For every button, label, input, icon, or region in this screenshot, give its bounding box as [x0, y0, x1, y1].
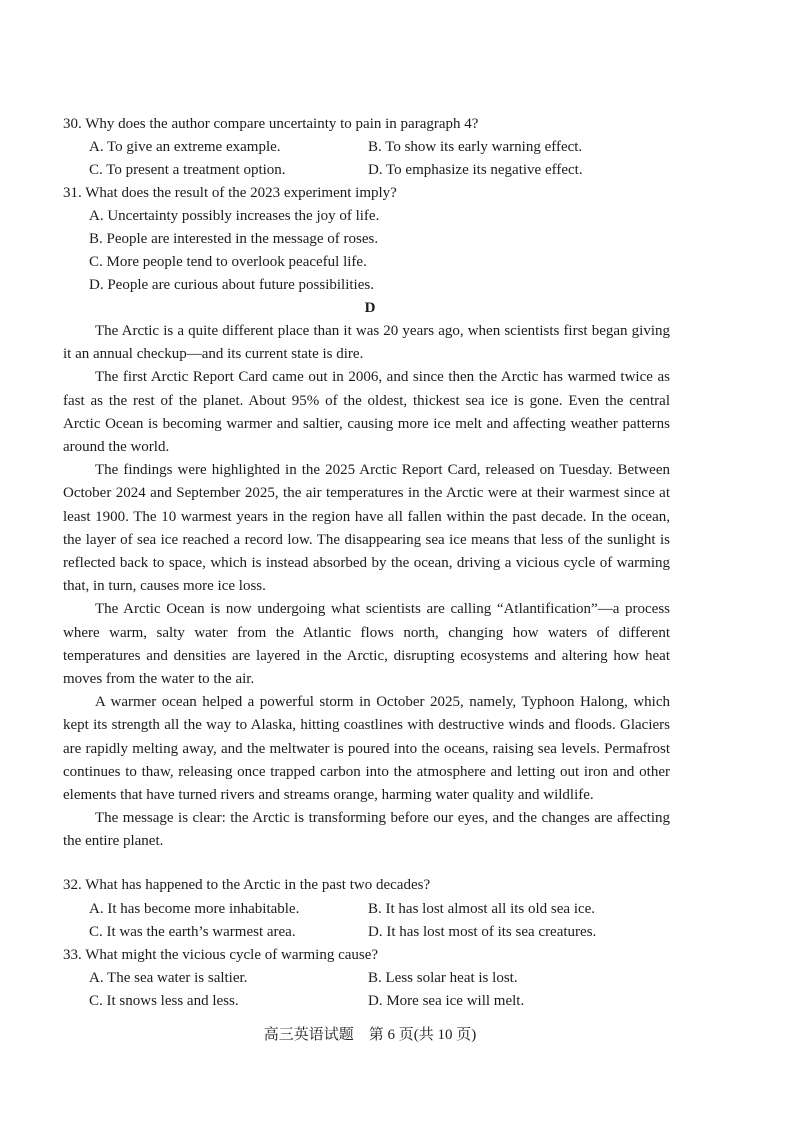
passage-paragraph-3: The findings were highlighted in the 2025 Arctic Report Card, released on Tuesday. Between October 2024 and September 2025, the air temperatures in the Arctic were at their warmest since at least 1900. The 10 warmest years in the region have all fallen within the past decade. In the ocean, the layer of sea ice reached a record low. The disappearing sea ice means that less of the sunlight is reflected back to space, which is instead absorbed by the ocean, driving a vicious cycle of warming that, in turn, causes more ice loss.	[63, 462, 670, 595]
question-32-option-c: C. It was the earth’s warmest area.	[89, 924, 296, 940]
page-footer: 高三英语试题 第 6 页(共 10 页)	[263, 1027, 477, 1043]
question-31-option-d: D. People are curious about future possibilities.	[89, 277, 374, 293]
question-31-option-c: C. More people tend to overlook peaceful life.	[89, 254, 367, 270]
question-32-stem: 32. What has happened to the Arctic in the past two decades?	[63, 877, 431, 893]
passage-paragraph-2: The first Arctic Report Card came out in 2006, and since then the Arctic has warmed twice as fast as the rest of the planet. About 95% of the oldest, thickest sea ice is gone. Even the central Arctic Ocean is becoming warmer and saltier, causing more ice melt and affecting weather patterns around the world.	[63, 369, 670, 456]
question-33-option-c: C. It snows less and less.	[89, 993, 239, 1009]
question-31-option-b: B. People are interested in the message of roses.	[89, 231, 379, 247]
question-32-option-a: A. It has become more inhabitable.	[89, 901, 300, 917]
question-33-option-d: D. More sea ice will melt.	[368, 993, 525, 1009]
question-30-option-b: B. To show its early warning effect.	[368, 139, 583, 155]
question-33-option-a: A. The sea water is saltier.	[89, 970, 248, 986]
question-30-stem: 30. Why does the author compare uncertainty to pain in paragraph 4?	[63, 116, 479, 132]
question-31-option-a: A. Uncertainty possibly increases the joy of life.	[89, 208, 380, 224]
passage-paragraph-6: The message is clear: the Arctic is transforming before our eyes, and the changes are affecting the entire planet.	[63, 810, 670, 850]
question-31-stem: 31. What does the result of the 2023 experiment imply?	[63, 185, 397, 201]
passage-paragraph-4: The Arctic Ocean is now undergoing what scientists are calling “Atlantification”—a process where warm, salty water from the Atlantic flows north, changing how waters of different temperatures and densities are layered in the Arctic, disrupting ecosystems and altering how heat moves from the water to the air.	[63, 601, 670, 688]
section-d-passage	[63, 320, 670, 854]
question-33-option-b: B. Less solar heat is lost.	[368, 970, 518, 986]
question-33-stem: 33. What might the vicious cycle of warming cause?	[63, 947, 379, 963]
question-32-option-b: B. It has lost almost all its old sea ice.	[368, 901, 596, 917]
section-d-heading: D	[364, 300, 376, 316]
passage-paragraph-1: The Arctic is a quite different place than it was 20 years ago, when scientists first began giving it an annual checkup—and its current state is dire.	[63, 323, 670, 363]
question-32-option-d: D. It has lost most of its sea creatures.	[368, 924, 597, 940]
question-30-option-d: D. To emphasize its negative effect.	[368, 162, 583, 178]
question-30-option-a: A. To give an extreme example.	[89, 139, 281, 155]
question-30-option-c: C. To present a treatment option.	[89, 162, 286, 178]
passage-paragraph-5: A warmer ocean helped a powerful storm in October 2025, namely, Typhoon Halong, which kept its strength all the way to Alaska, hitting coastlines with destructive winds and floods. Glaciers are rapidly melting away, and the meltwater is poured into the oceans, raising sea levels. Permafrost continues to thaw, releasing once trapped carbon into the atmosphere and letting out iron and other elements that have turned rivers and streams orange, harming water quality and wildlife.	[63, 694, 670, 804]
